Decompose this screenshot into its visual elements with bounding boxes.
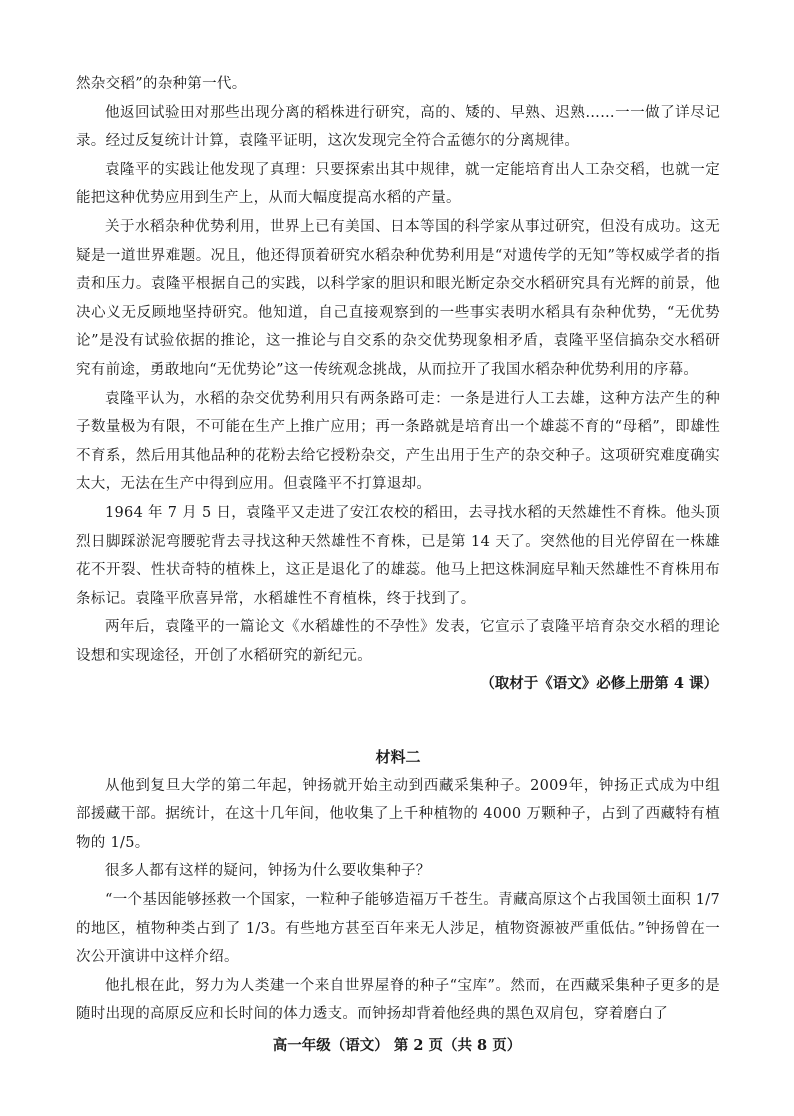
paragraph: 袁隆平的实践让他发现了真理：只要探索出其中规律，就一定能培育出人工杂交稻，也就一定能把这种优势应用到生产上，从而大幅度提高水稻的产量。 bbox=[76, 161, 720, 207]
page-footer: 高一年级（语文） 第 2 页（共 8 页） bbox=[272, 1037, 522, 1054]
paragraph: 他扎根在此，努力为人类建一个来自世界屋脊的种子“宝库”。然而，在西藏采集种子更多的是随时出现的高原反应和长时间的体力透支。而钟扬却背着他经典的黑色双肩包，穿着磨白了 bbox=[76, 977, 720, 1023]
source-citation: （取材于《语文》必修上册第 4 课） bbox=[480, 675, 718, 693]
paragraph: 从他到复旦大学的第二年起，钟扬就开始主动到西藏采集种子。2009年，钟扬正式成为中组部援藏干部。据统计，在这十几年间，他收集了上千种植物的 4000 万颗种子，占到了西藏特有植物的 1/5。 bbox=[76, 777, 720, 851]
paragraph: 很多人都有这样的疑问，钟扬为什么要收集种子？ bbox=[105, 863, 431, 880]
paragraph: 他返回试验田对那些出现分离的稻株进行研究，高的、矮的、早熟、迟熟……一一做了详尽记录。经过反复统计计算，袁隆平证明，这次发现完全符合孟德尔的分离规律。 bbox=[76, 104, 720, 150]
document-body bbox=[76, 70, 720, 1029]
paragraph: 袁隆平认为，水稻的杂交优势利用只有两条路可走：一条是进行人工去雄，这种方法产生的种子数量极为有限，不可能在生产上推广应用；再一条路就是培育出一个雄蕊不育的“母稻”，即雄性不育系，然后用其他品种的花粉去给它授粉杂交，产生出用于生产的杂交种子。这项研究难度确实太大，无法在生产中得到应用。但袁隆平不打算退却。 bbox=[76, 390, 720, 493]
paragraph: “一个基因能够拯救一个国家，一粒种子能够造福万千苍生。青藏高原这个占我国领土面积 1/7 的地区，植物种类占到了 1/3。有些地方甚至百年来无人涉足，植物资源被严重低估。”钟扬曾在一次公开演讲中这样介绍。 bbox=[76, 892, 720, 966]
section-heading: 材料二 bbox=[375, 748, 421, 767]
paragraph: 两年后，袁隆平的一篇论文《水稻雄性的不孕性》发表，它宣示了袁隆平培育杂交水稻的理论设想和实现途径，开创了水稻研究的新纪元。 bbox=[76, 619, 720, 664]
paragraph: 然杂交稻”的杂种第一代。 bbox=[76, 76, 247, 92]
paragraph: 关于水稻杂种优势利用，世界上已有美国、日本等国的科学家从事过研究，但没有成功。这无疑是一道世界难题。况且，他还得顶着研究水稻杂种优势利用是“对遗传学的无知”等权威学者的指责和压力。袁隆平根据自己的实践，以科学家的胆识和眼光断定杂交水稻研究具有光辉的前景，他决心义无反顾地坚持研究。他知道，自己直接观察到的一些事实表明水稻具有杂种优势，“无优势论”是没有试验依据的推论，这一推论与自交系的杂交优势现象相矛盾，袁隆平坚信搞杂交水稻研究有前途，勇敢地向“无优势论”这一传统观念挑战，从而拉开了我国水稻杂种优势利用的序幕。 bbox=[76, 218, 720, 378]
paragraph: 1964 年 7 月 5 日，袁隆平又走进了安江农校的稻田，去寻找水稻的天然雄性不育株。他头顶烈日脚踩淤泥弯腰驼背去寻找这种天然雄性不育株，已是第 14 天了。突然他的目光停留在一株雄花不开裂、性状奇特的植株上，这正是退化了的雄蕊。他马上把这株洞庭早籼天然雄性不育株用布条标记。袁隆平欣喜异常，水稻雄性不育植株，终于找到了。 bbox=[76, 504, 720, 607]
